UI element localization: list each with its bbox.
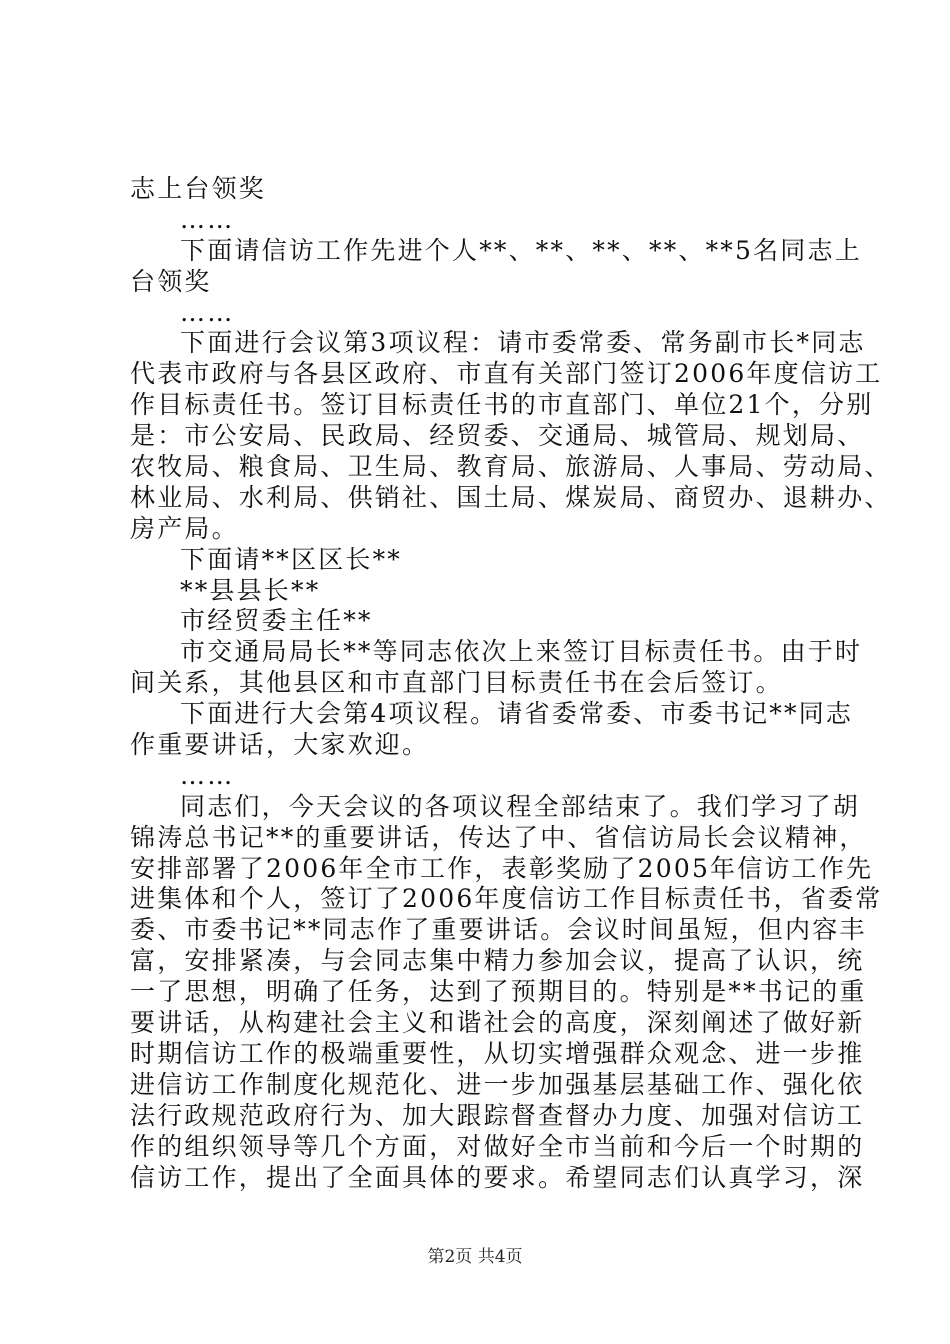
text-line: 进信访工作制度化规范化、进一步加强基层基础工作、强化依: [130, 1069, 865, 1099]
text-line: 进集体和个人，签订了2006年度信访工作目标责任书，省委常: [130, 884, 883, 914]
text-line: 作的组织领导等几个方面，对做好全市当前和今后一个时期的: [130, 1131, 865, 1161]
text-line: 市交通局局长**等同志依次上来签订目标责任书。由于时: [180, 637, 863, 667]
text-line: 法行政规范政府行为、加大跟踪督查督办力度、加强对信访工: [130, 1100, 865, 1130]
text-line: 间关系，其他县区和市直部门目标责任书在会后签订。: [130, 668, 783, 698]
text-line: 一了思想，明确了任务，达到了预期目的。特别是**书记的重: [130, 977, 867, 1007]
text-line: ……: [180, 204, 235, 234]
text-line: 信访工作，提出了全面具体的要求。希望同志们认真学习，深: [130, 1162, 865, 1192]
text-line: 安排部署了2006年全市工作，表彰奖励了2005年信访工作先: [130, 853, 874, 883]
text-line: 房产局。: [130, 513, 239, 543]
text-line: 同志们，今天会议的各项议程全部结束了。我们学习了胡: [180, 791, 861, 821]
text-line: 委、市委书记**同志作了重要讲话。会议时间虽短，但内容丰: [130, 915, 867, 945]
text-line: 下面进行大会第4项议程。请省委常委、市委书记**同志: [180, 699, 854, 729]
text-line: **县县长**: [180, 575, 321, 605]
text-line: 林业局、水利局、供销社、国土局、煤炭局、商贸办、退耕办、: [130, 482, 892, 512]
text-line: 作重要讲话，大家欢迎。: [130, 730, 430, 760]
text-line: 下面进行会议第3项议程：请市委常委、常务副市长*同志: [180, 328, 866, 358]
text-line: 时期信访工作的极端重要性，从切实增强群众观念、进一步推: [130, 1038, 865, 1068]
text-line: 市经贸委主任**: [180, 606, 373, 636]
text-line: 是：市公安局、民政局、经贸委、交通局、城管局、规划局、: [130, 421, 865, 451]
text-line: 下面请信访工作先进个人**、**、**、**、**5名同志上: [180, 235, 862, 265]
text-line: 下面请**区区长**: [180, 544, 403, 574]
text-line: ……: [180, 760, 235, 790]
document-body: [130, 174, 892, 1193]
text-line: 锦涛总书记**的重要讲话，传达了中、省信访局长会议精神，: [130, 822, 867, 852]
text-line: 台领奖: [130, 266, 212, 296]
text-line: 农牧局、粮食局、卫生局、教育局、旅游局、人事局、劳动局、: [130, 452, 892, 482]
text-line: 代表市政府与各县区政府、市直有关部门签订2006年度信访工: [130, 359, 883, 389]
page-footer: 第2页 共4页: [427, 1247, 523, 1267]
text-line: 要讲话，从构建社会主义和谐社会的高度，深刻阐述了做好新: [130, 1008, 865, 1038]
text-line: 富，安排紧凑，与会同志集中精力参加会议，提高了认识，统: [130, 946, 865, 976]
text-line: ……: [180, 297, 235, 327]
text-line: 作目标责任书。签订目标责任书的市直部门、单位21个，分别: [130, 390, 874, 420]
text-line: 志上台领奖: [130, 174, 267, 203]
